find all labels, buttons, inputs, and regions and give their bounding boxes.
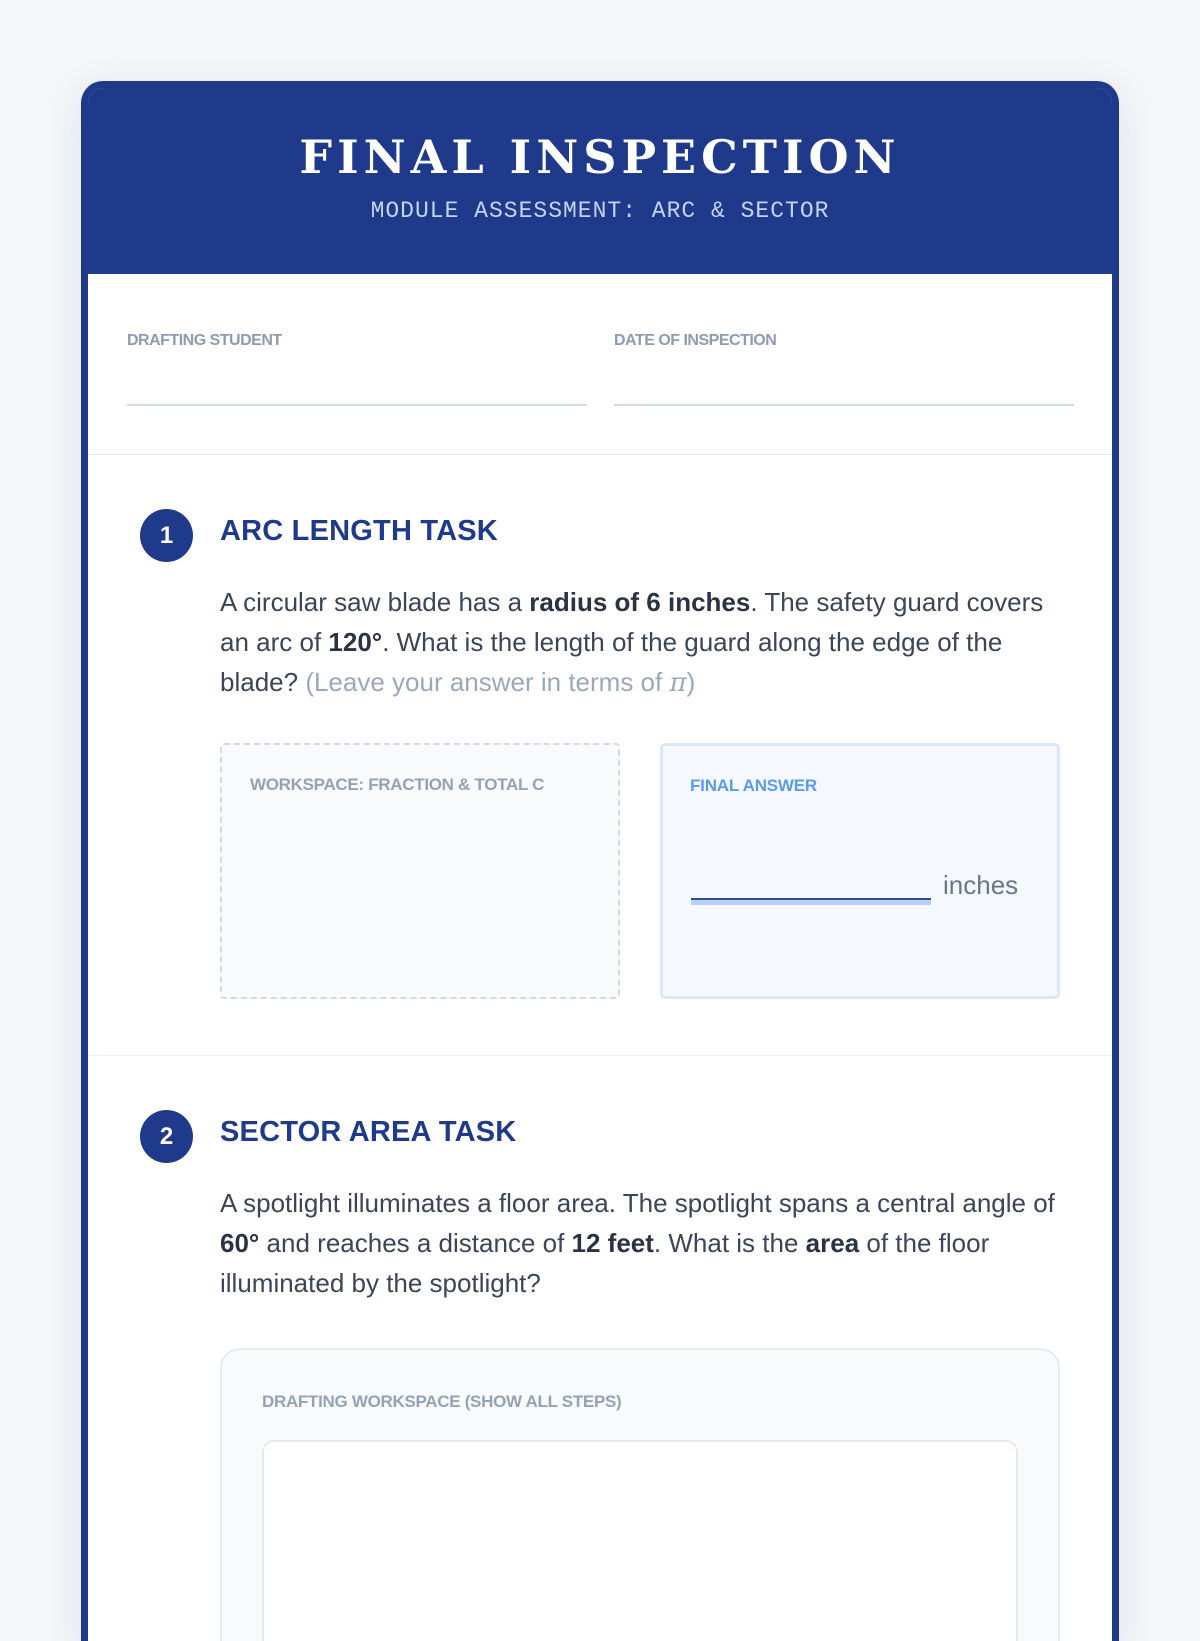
student-name-input[interactable] [127, 404, 587, 406]
question-emphasis: area [805, 1228, 860, 1258]
inspection-date-field [614, 332, 1074, 406]
question-emphasis: radius of 6 inches [529, 587, 751, 617]
question-text: of the floor illuminated by the spotlight? [220, 1228, 990, 1298]
task-title: ARC LENGTH TASK [220, 515, 498, 547]
student-name-field [127, 332, 587, 406]
hint-text: (Leave your answer in terms of [305, 667, 670, 697]
final-answer-box [660, 743, 1060, 999]
inspection-date-label: DATE OF INSPECTION [614, 332, 777, 349]
pi-symbol: π [669, 668, 687, 698]
hint-text: ) [686, 667, 696, 697]
page-title: FINAL INSPECTION [299, 130, 901, 184]
question-text: . What is the length of the guard along the edge of the blade? [220, 627, 1003, 697]
task-arc-length [88, 455, 1112, 1056]
question-emphasis: 120° [328, 627, 383, 657]
header-banner [88, 88, 1112, 274]
answer-unit: inches [943, 870, 1019, 900]
question-text: . The safety guard covers an arc of [220, 587, 1044, 657]
question-text: and reaches a distance of [259, 1228, 572, 1258]
question-emphasis: 60° [220, 1228, 260, 1258]
question-hint [305, 667, 695, 697]
student-info-section [88, 274, 1112, 455]
question-text: . What is the [653, 1228, 806, 1258]
workspace-label: WORKSPACE: FRACTION & TOTAL C [250, 775, 545, 794]
workspace-textarea[interactable] [262, 1440, 1018, 1641]
question-text: A spotlight illuminates a floor area. The spotlight spans a central angle of [220, 1188, 1055, 1218]
final-answer-label: FINAL ANSWER [690, 776, 817, 795]
task-question [220, 1183, 1060, 1303]
workspace-label: DRAFTING WORKSPACE (SHOW ALL STEPS) [262, 1392, 622, 1411]
workspace-area[interactable] [220, 743, 620, 999]
question-emphasis: 12 feet [571, 1228, 654, 1258]
student-name-label: DRAFTING STUDENT [127, 332, 282, 349]
task-number-badge: 1 [140, 509, 193, 562]
inspection-date-input[interactable] [614, 404, 1074, 406]
drafting-workspace [220, 1348, 1060, 1641]
task-number-badge: 2 [140, 1110, 193, 1163]
page-subtitle: MODULE ASSESSMENT: ARC & SECTOR [370, 198, 830, 224]
task-title: SECTOR AREA TASK [220, 1116, 517, 1148]
question-text: A circular saw blade has a [220, 587, 530, 617]
final-answer-input[interactable] [691, 900, 931, 905]
assessment-card [81, 81, 1119, 1641]
task-question [220, 582, 1060, 703]
